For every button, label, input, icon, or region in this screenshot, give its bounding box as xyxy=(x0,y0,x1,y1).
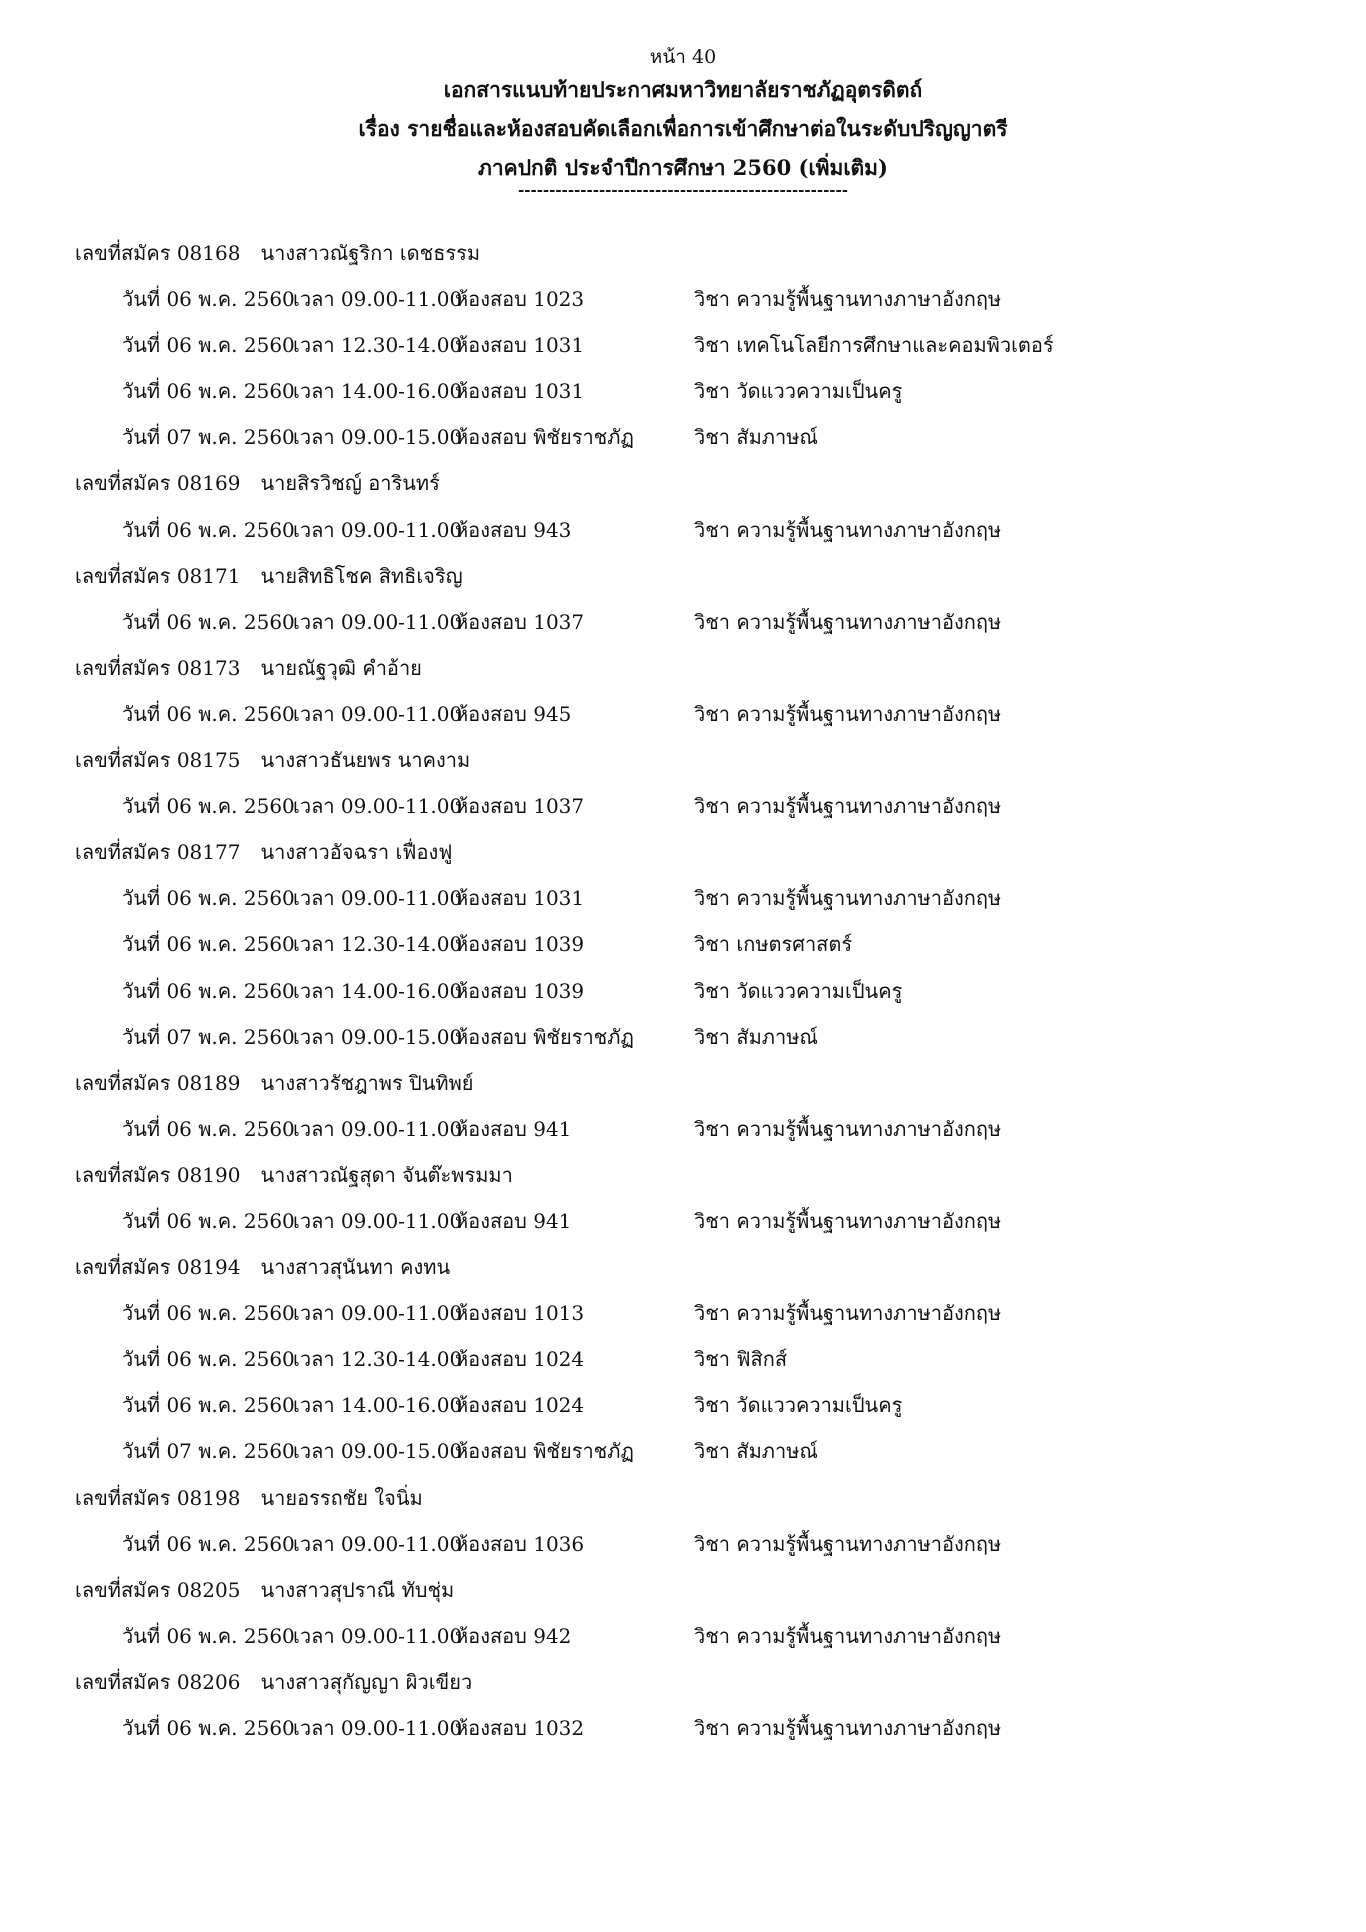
exam-room: ห้องสอบ 1023 xyxy=(455,287,585,312)
exam-date: วันที่ 06 พ.ค. 2560 xyxy=(122,1347,295,1372)
exam-time: เวลา 09.00-11.00 xyxy=(293,609,463,634)
exam-subject: วิชา ความรู้พื้นฐานทางภาษาอังกฤษ xyxy=(694,517,1002,542)
exam-schedule-row xyxy=(0,515,1366,561)
exam-subject: วิชา ความรู้พื้นฐานทางภาษาอังกฤษ xyxy=(694,1116,1002,1141)
exam-schedule-row xyxy=(0,1621,1366,1667)
applicant-row xyxy=(0,837,1366,883)
applicant-name: นางสาวณัฐสุดา จันต๊ะพรมมา xyxy=(260,1162,513,1187)
exam-subject: วิชา ความรู้พื้นฐานทางภาษาอังกฤษ xyxy=(694,886,1002,911)
applicant-name: นายสิทธิโชค สิทธิเจริญ xyxy=(260,563,463,588)
exam-date: วันที่ 06 พ.ค. 2560 xyxy=(122,978,295,1003)
exam-subject: วิชา ความรู้พื้นฐานทางภาษาอังกฤษ xyxy=(694,1531,1002,1556)
applicant-label xyxy=(75,238,480,268)
exam-subject: วิชา เกษตรศาสตร์ xyxy=(694,932,853,957)
exam-schedule-row xyxy=(0,1344,1366,1390)
exam-time: เวลา 09.00-11.00 xyxy=(293,701,463,726)
exam-schedule-row xyxy=(0,1436,1366,1482)
exam-subject: วิชา ความรู้พื้นฐานทางภาษาอังกฤษ xyxy=(694,1623,1002,1648)
applicant-name: นางสาวณัฐริกา เดชธรรม xyxy=(260,241,481,265)
exam-date: วันที่ 06 พ.ค. 2560 xyxy=(122,379,295,404)
applicant-row xyxy=(0,238,1366,284)
exam-subject: วิชา ความรู้พื้นฐานทางภาษาอังกฤษ xyxy=(694,701,1002,726)
exam-room: ห้องสอบ 943 xyxy=(455,517,572,542)
exam-time: เวลา 09.00-15.00 xyxy=(293,425,463,450)
exam-date: วันที่ 06 พ.ค. 2560 xyxy=(122,1393,295,1418)
applicant-name: นางสาวธันยพร นาคงาม xyxy=(260,748,471,773)
applicant-id: เลขที่สมัคร 08175 xyxy=(75,748,241,773)
exam-time: เวลา 09.00-11.00 xyxy=(293,1208,463,1233)
applicant-label xyxy=(75,1252,450,1282)
applicant-row xyxy=(0,745,1366,791)
applicant-id: เลขที่สมัคร 08190 xyxy=(75,1162,241,1187)
exam-room: ห้องสอบ 945 xyxy=(455,701,572,726)
exam-time: เวลา 09.00-11.00 xyxy=(293,517,463,542)
exam-date: วันที่ 07 พ.ค. 2560 xyxy=(122,1024,295,1049)
exam-subject: วิชา เทคโนโลยีการศึกษาและคอมพิวเตอร์ xyxy=(694,333,1054,358)
applicant-row xyxy=(0,1483,1366,1529)
exam-time: เวลา 09.00-11.00 xyxy=(293,287,463,312)
exam-time: เวลา 14.00-16.00 xyxy=(293,1393,463,1418)
exam-room: ห้องสอบ 941 xyxy=(455,1208,572,1233)
applicant-id: เลขที่สมัคร 08205 xyxy=(75,1577,241,1602)
exam-time: เวลา 12.30-14.00 xyxy=(293,1347,463,1372)
page-number: หน้า 40 xyxy=(649,46,717,68)
exam-room: ห้องสอบ 1037 xyxy=(455,609,585,634)
exam-schedule-row xyxy=(0,883,1366,929)
exam-subject: วิชา วัดแววความเป็นครู xyxy=(694,1393,903,1418)
exam-date: วันที่ 06 พ.ค. 2560 xyxy=(122,932,295,957)
header-title-attachment: เอกสารแนบท้ายประกาศมหาวิทยาลัยราชภัฏอุตรดิตถ์ xyxy=(443,77,923,102)
exam-schedule-row xyxy=(0,929,1366,975)
exam-time: เวลา 09.00-11.00 xyxy=(293,1116,463,1141)
exam-date: วันที่ 06 พ.ค. 2560 xyxy=(122,333,295,358)
exam-schedule-row xyxy=(0,699,1366,745)
exam-room: ห้องสอบ 1037 xyxy=(455,794,585,819)
exam-subject: วิชา ความรู้พื้นฐานทางภาษาอังกฤษ xyxy=(694,1208,1002,1233)
exam-date: วันที่ 06 พ.ค. 2560 xyxy=(122,794,295,819)
exam-date: วันที่ 06 พ.ค. 2560 xyxy=(122,517,295,542)
exam-subject: วิชา ฟิสิกส์ xyxy=(694,1347,788,1372)
exam-room: ห้องสอบ 1013 xyxy=(455,1301,585,1326)
applicant-label xyxy=(75,653,422,683)
applicant-id: เลขที่สมัคร 08189 xyxy=(75,1070,241,1095)
exam-time: เวลา 12.30-14.00 xyxy=(293,333,463,358)
exam-time: เวลา 09.00-11.00 xyxy=(293,1623,463,1648)
exam-subject: วิชา วัดแววความเป็นครู xyxy=(694,379,903,404)
applicant-id: เลขที่สมัคร 08171 xyxy=(75,563,241,588)
exam-time: เวลา 09.00-15.00 xyxy=(293,1439,463,1464)
header-divider: ----------------------------------------------------- xyxy=(518,181,848,199)
applicant-list xyxy=(0,238,1366,1759)
applicant-row xyxy=(0,1667,1366,1713)
exam-room: ห้องสอบ 1031 xyxy=(455,886,585,911)
applicant-label xyxy=(75,837,452,867)
exam-time: เวลา 09.00-11.00 xyxy=(293,1301,463,1326)
exam-schedule-row xyxy=(0,1206,1366,1252)
applicant-label xyxy=(75,745,470,775)
exam-room: ห้องสอบ 1032 xyxy=(455,1716,585,1740)
exam-schedule-row xyxy=(0,422,1366,468)
exam-subject: วิชา ความรู้พื้นฐานทางภาษาอังกฤษ xyxy=(694,794,1002,819)
exam-subject: วิชา สัมภาษณ์ xyxy=(694,1024,818,1049)
header-title-term: ภาคปกติ ประจำปีการศึกษา 2560 (เพิ่มเติม) xyxy=(478,155,888,180)
applicant-label xyxy=(75,1160,513,1190)
applicant-id: เลขที่สมัคร 08194 xyxy=(75,1255,241,1280)
exam-subject: วิชา วัดแววความเป็นครู xyxy=(694,978,903,1003)
exam-schedule-row xyxy=(0,1713,1366,1759)
applicant-label xyxy=(75,561,463,591)
exam-schedule-row xyxy=(0,791,1366,837)
exam-room: ห้องสอบ 1039 xyxy=(455,932,585,957)
exam-date: วันที่ 06 พ.ค. 2560 xyxy=(122,1716,295,1740)
exam-date: วันที่ 06 พ.ค. 2560 xyxy=(122,886,295,911)
applicant-name: นางสาวอัจฉรา เฟื่องฟู xyxy=(260,840,453,865)
exam-schedule-row xyxy=(0,1298,1366,1344)
exam-time: เวลา 14.00-16.00 xyxy=(293,379,463,404)
applicant-id: เลขที่สมัคร 08177 xyxy=(75,840,241,865)
exam-date: วันที่ 06 พ.ค. 2560 xyxy=(122,1208,295,1233)
applicant-label xyxy=(75,1068,474,1098)
exam-schedule-row xyxy=(0,330,1366,376)
exam-subject: วิชา ความรู้พื้นฐานทางภาษาอังกฤษ xyxy=(694,287,1002,312)
exam-subject: วิชา สัมภาษณ์ xyxy=(694,425,818,450)
applicant-row xyxy=(0,1160,1366,1206)
exam-date: วันที่ 07 พ.ค. 2560 xyxy=(122,425,295,450)
exam-room: ห้องสอบ 1024 xyxy=(455,1393,585,1418)
applicant-label xyxy=(75,1483,423,1513)
exam-subject: วิชา สัมภาษณ์ xyxy=(694,1439,818,1464)
exam-subject: วิชา ความรู้พื้นฐานทางภาษาอังกฤษ xyxy=(694,1301,1002,1326)
applicant-name: นางสาวสุปราณี ทับชุ่ม xyxy=(260,1577,455,1602)
exam-schedule-row xyxy=(0,376,1366,422)
exam-room: ห้องสอบ 1036 xyxy=(455,1531,585,1556)
applicant-row xyxy=(0,468,1366,514)
applicant-id: เลขที่สมัคร 08173 xyxy=(75,655,241,680)
applicant-label xyxy=(75,468,440,498)
applicant-row xyxy=(0,561,1366,607)
exam-room: ห้องสอบ 941 xyxy=(455,1116,572,1141)
applicant-name: นางสาวสุนันทา คงทน xyxy=(260,1255,451,1280)
exam-room: ห้องสอบ 1024 xyxy=(455,1347,585,1372)
exam-time: เวลา 09.00-11.00 xyxy=(293,794,463,819)
exam-schedule-row xyxy=(0,1390,1366,1436)
exam-subject: วิชา ความรู้พื้นฐานทางภาษาอังกฤษ xyxy=(694,1716,1002,1740)
applicant-label xyxy=(75,1575,454,1605)
exam-date: วันที่ 06 พ.ค. 2560 xyxy=(122,609,295,634)
exam-room: ห้องสอบ 942 xyxy=(455,1623,572,1648)
exam-room: ห้องสอบ พิชัยราชภัฏ xyxy=(455,1024,634,1049)
applicant-row xyxy=(0,1068,1366,1114)
applicant-row xyxy=(0,1575,1366,1621)
exam-room: ห้องสอบ 1031 xyxy=(455,333,585,358)
exam-time: เวลา 12.30-14.00 xyxy=(293,932,463,957)
exam-date: วันที่ 07 พ.ค. 2560 xyxy=(122,1439,295,1464)
header-title-subject: เรื่อง รายชื่อและห้องสอบคัดเลือกเพื่อการเข้าศึกษาต่อในระดับปริญญาตรี xyxy=(358,116,1008,141)
applicant-row xyxy=(0,653,1366,699)
applicant-id: เลขที่สมัคร 08168 xyxy=(75,241,241,265)
exam-date: วันที่ 06 พ.ค. 2560 xyxy=(122,1116,295,1141)
exam-room: ห้องสอบ 1039 xyxy=(455,978,585,1003)
applicant-name: นายอรรถชัย ใจนิ่ม xyxy=(260,1485,423,1510)
exam-time: เวลา 14.00-16.00 xyxy=(293,978,463,1003)
exam-schedule-row xyxy=(0,1022,1366,1068)
exam-date: วันที่ 06 พ.ค. 2560 xyxy=(122,287,295,312)
exam-room: ห้องสอบ พิชัยราชภัฏ xyxy=(455,425,634,450)
exam-schedule-row xyxy=(0,1114,1366,1160)
exam-date: วันที่ 06 พ.ค. 2560 xyxy=(122,1531,295,1556)
applicant-id: เลขที่สมัคร 08169 xyxy=(75,471,241,496)
applicant-name: นายสิรวิชญ์ อารินทร์ xyxy=(260,471,440,496)
exam-room: ห้องสอบ พิชัยราชภัฏ xyxy=(455,1439,634,1464)
exam-date: วันที่ 06 พ.ค. 2560 xyxy=(122,1301,295,1326)
exam-time: เวลา 09.00-11.00 xyxy=(293,1531,463,1556)
exam-schedule-row xyxy=(0,1529,1366,1575)
applicant-name: นายณัฐวุฒิ คำอ้าย xyxy=(260,655,422,680)
exam-schedule-row xyxy=(0,976,1366,1022)
exam-room: ห้องสอบ 1031 xyxy=(455,379,585,404)
exam-time: เวลา 09.00-15.00 xyxy=(293,1024,463,1049)
exam-date: วันที่ 06 พ.ค. 2560 xyxy=(122,1623,295,1648)
exam-time: เวลา 09.00-11.00 xyxy=(293,1716,463,1740)
applicant-id: เลขที่สมัคร 08206 xyxy=(75,1669,241,1694)
exam-schedule-row xyxy=(0,284,1366,330)
exam-date: วันที่ 06 พ.ค. 2560 xyxy=(122,701,295,726)
exam-time: เวลา 09.00-11.00 xyxy=(293,886,463,911)
applicant-label xyxy=(75,1667,472,1697)
exam-subject: วิชา ความรู้พื้นฐานทางภาษาอังกฤษ xyxy=(694,609,1002,634)
document-header xyxy=(0,44,1366,197)
applicant-name: นางสาวรัชฎาพร ปินทิพย์ xyxy=(260,1070,474,1095)
exam-schedule-row xyxy=(0,607,1366,653)
applicant-id: เลขที่สมัคร 08198 xyxy=(75,1485,241,1510)
applicant-name: นางสาวสุกัญญา ผิวเขียว xyxy=(260,1669,473,1694)
applicant-row xyxy=(0,1252,1366,1298)
